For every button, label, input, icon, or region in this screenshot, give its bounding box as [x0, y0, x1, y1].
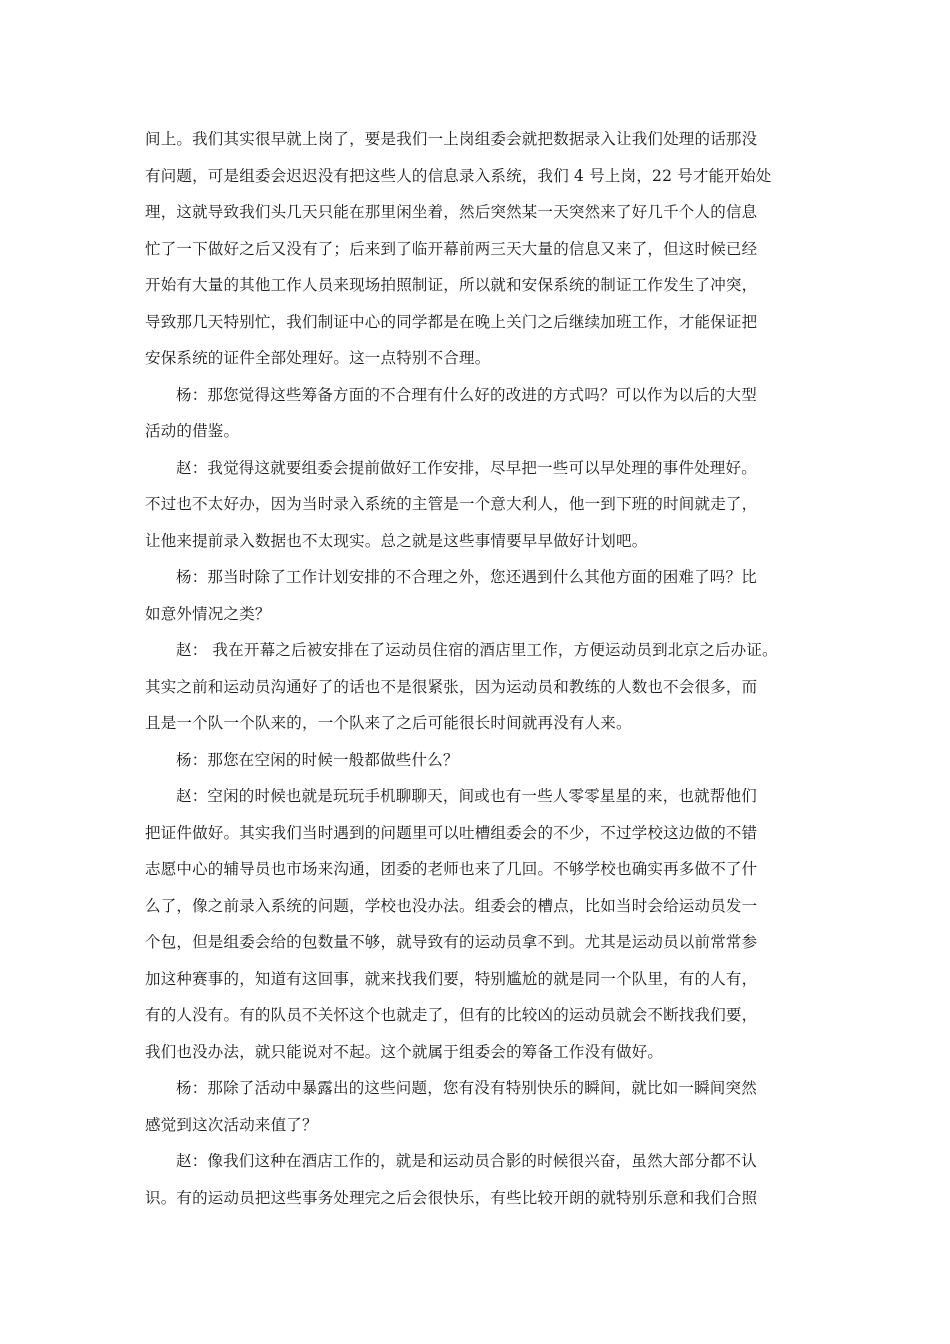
text-line: 杨：那当时除了工作计划安排的不合理之外，您还遇到什么其他方面的困难了吗？比 — [176, 568, 757, 586]
text-line: 活动的借鉴。 — [145, 422, 240, 440]
text-line: 赵： 我在开幕之后被安排在了运动员住宿的酒店里工作，方便运动员到北京之后办证。 — [176, 641, 778, 659]
text-line: 导致那几天特别忙，我们制证中心的同学都是在晚上关门之后继续加班工作，才能保证把 — [145, 312, 758, 331]
text-line: 且是一个队一个队来的，一个队来了之后可能很长时间就再没有人来。 — [145, 714, 632, 732]
text-line: 加这种赛事的，知道有这回事，就来找我们要，特别尴尬的就是同一个队里，有的人有， — [145, 969, 758, 988]
text-line: 有问题，可是组委会迟迟没有把这些人的信息录入系统，我们 4 号上岗，22 号才能开始处 — [145, 166, 772, 185]
document-body — [145, 121, 805, 1216]
text-line: 识。有的运动员把这些事务处理完之后会很快乐，有些比较开朗的就特别乐意和我们合照 — [145, 1188, 758, 1207]
text-line: 志愿中心的辅导员也市场来沟通，团委的老师也来了几回。不够学校也确实再多做不了什 — [145, 860, 758, 878]
text-line: 不过也不太好办，因为当时录入系统的主管是一个意大利人，他一到下班的时间就走了， — [145, 495, 758, 513]
text-line: 杨：那除了活动中暴露出的这些问题，您有没有特别快乐的瞬间，就比如一瞬间突然 — [176, 1079, 757, 1097]
text-line: 开始有大量的其他工作人员来现场拍照制证，所以就和安保系统的制证工作发生了冲突， — [145, 276, 758, 294]
text-line: 间上。我们其实很早就上岗了，要是我们一上岗组委会就把数据录入让我们处理的话那没 — [145, 130, 758, 148]
text-line: 如意外情况之类？ — [145, 604, 271, 623]
text-line: 把证件做好。其实我们当时遇到的问题里可以吐槽组委会的不少，不过学校这边做的不错 — [145, 823, 758, 842]
text-line: 杨：那您在空闲的时候一般都做些什么？ — [176, 750, 459, 769]
text-line: 有的人没有。有的队员不关怀这个也就走了，但有的比较凶的运动员就会不断找我们要， — [145, 1006, 758, 1024]
text-line: 么了，像之前录入系统的问题，学校也没办法。组委会的槽点，比如当时会给运动员发一 — [145, 896, 758, 915]
text-line: 赵：空闲的时候也就是玩玩手机聊聊天，间或也有一些人零零星星的来，也就帮他们 — [176, 787, 757, 805]
text-line: 感觉到这次活动来值了？ — [145, 1115, 318, 1134]
text-line: 个包，但是组委会给的包数量不够，就导致有的运动员拿不到。尤其是运动员以前常常参 — [145, 933, 758, 951]
text-line: 杨：那您觉得这些筹备方面的不合理有什么好的改进的方式吗？可以作为以后的大型 — [176, 385, 757, 404]
text-line: 赵：像我们这种在酒店工作的，就是和运动员合影的时候很兴奋，虽然大部分都不认 — [176, 1152, 757, 1170]
text-line: 我们也没办法，就只能说对不起。这个就属于组委会的筹备工作没有做好。 — [145, 1042, 664, 1061]
text-line: 让他来提前录入数据也不太现实。总之就是这些事情要早早做好计划吧。 — [145, 531, 648, 550]
text-line: 赵：我觉得这就要组委会提前做好工作安排，尽早把一些可以早处理的事件处理好。 — [176, 458, 757, 477]
text-line: 理，这就导致我们头几天只能在那里闲坐着，然后突然某一天突然来了好几千个人的信息 — [145, 203, 758, 221]
text-line: 安保系统的证件全部处理好。这一点特别不合理。 — [145, 349, 491, 367]
text-line: 其实之前和运动员沟通好了的话也不是很紧张，因为运动员和教练的人数也不会很多，而 — [145, 677, 758, 696]
text-line: 忙了一下做好之后又没有了；后来到了临开幕前两三天大量的信息又来了，但这时候已经 — [145, 239, 758, 258]
